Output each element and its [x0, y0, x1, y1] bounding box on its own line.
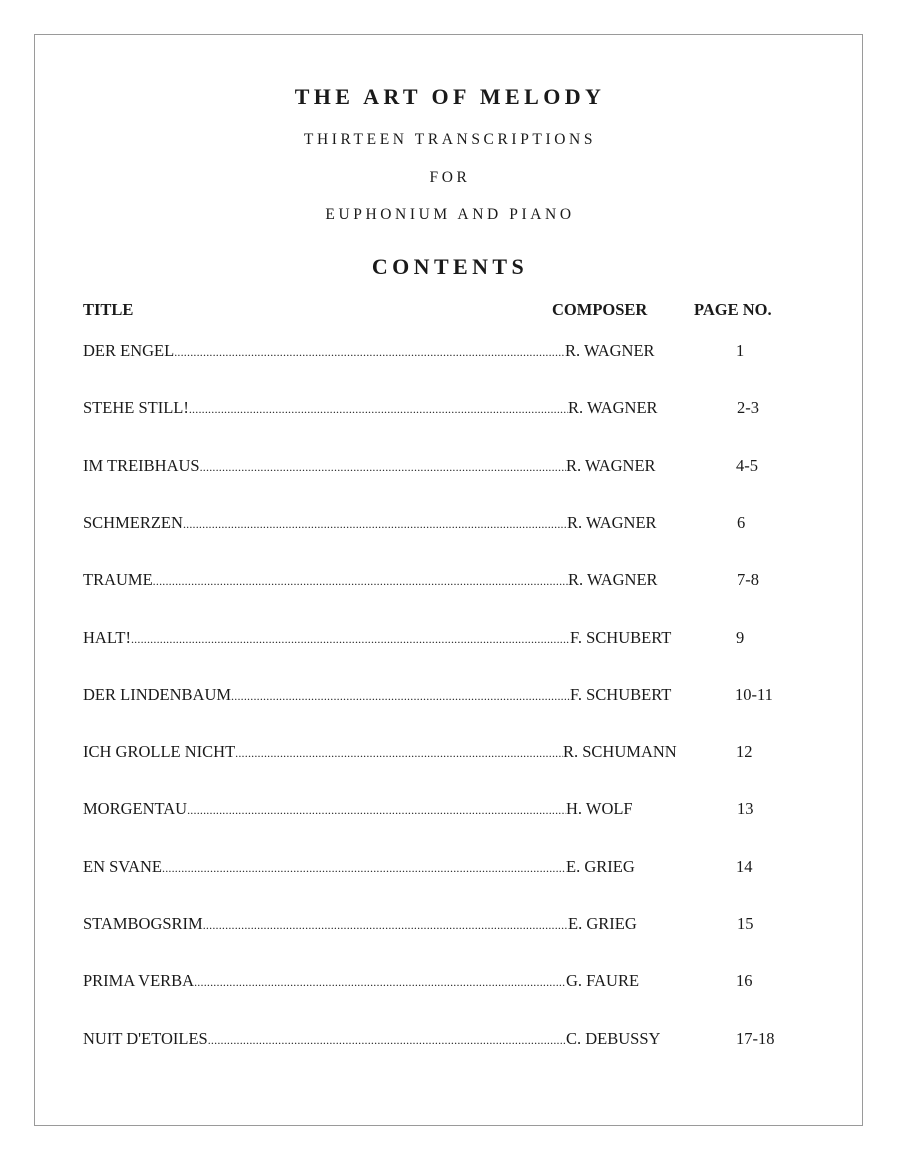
entry-composer: C. DEBUSSY — [566, 1028, 661, 1048]
contents-entry — [83, 971, 883, 993]
contents-entry — [83, 341, 883, 363]
entry-page: 12 — [736, 742, 753, 762]
instrumentation: EUPHONIUM AND PIANO — [325, 206, 575, 223]
contents-entry — [83, 857, 883, 879]
entry-title: SCHMERZEN ..... — [83, 513, 567, 533]
entry-composer: E. GRIEG — [568, 914, 637, 933]
entry-composer: R. WAGNER — [568, 398, 658, 418]
contents-entry — [83, 628, 883, 650]
contents-entry — [83, 398, 883, 420]
contents-entry — [83, 742, 883, 764]
entry-page: 2-3 — [737, 398, 759, 418]
entry-page: 7-8 — [737, 570, 759, 590]
entry-title: HALT! ..... — [83, 628, 570, 648]
contents-entry — [83, 570, 883, 592]
entry-title: TRAUME ..... — [83, 570, 568, 590]
entry-composer: R. WAGNER — [567, 512, 657, 532]
entry-composer: F. SCHUBERT — [570, 684, 672, 704]
entry-title: MORGENTAU ..... — [83, 799, 566, 819]
entry-title: DER LINDENBAUM ..... — [83, 685, 570, 705]
column-header-page: PAGE NO. — [694, 300, 772, 319]
entry-page: 17-18 — [736, 1028, 775, 1048]
entry-title: NUIT D'ETOILES ..... — [83, 1029, 566, 1049]
entry-title: DER ENGEL ..... — [83, 341, 565, 361]
entry-page: 13 — [737, 799, 754, 819]
entry-page: 4-5 — [736, 455, 758, 475]
entry-composer: R. SCHUMANN — [563, 742, 677, 762]
entry-page: 15 — [737, 914, 754, 933]
entry-composer: G. FAURE — [566, 971, 640, 991]
contents-entry — [83, 799, 883, 821]
entry-title: STAMBOGSRIM ..... — [83, 914, 568, 934]
contents-entry — [83, 914, 883, 936]
contents-entry — [83, 685, 883, 707]
contents-entry — [83, 1029, 883, 1051]
entry-page: 6 — [737, 512, 746, 532]
document-title: THE ART OF MELODY — [294, 84, 606, 109]
entry-page: 9 — [736, 627, 745, 647]
entry-page: 14 — [736, 856, 753, 876]
contents-heading: CONTENTS — [371, 254, 529, 279]
entry-composer: R. WAGNER — [566, 455, 656, 475]
entry-title: PRIMA VERBA ..... — [83, 971, 566, 991]
entry-title: ICH GROLLE NICHT ..... — [83, 742, 563, 762]
contents-entry — [83, 456, 883, 478]
entry-composer: R. WAGNER — [568, 570, 658, 590]
document-subtitle: THIRTEEN TRANSCRIPTIONS — [303, 131, 597, 148]
entry-composer: H. WOLF — [566, 799, 633, 819]
entry-composer: F. SCHUBERT — [570, 627, 672, 647]
entry-page: 1 — [736, 341, 745, 360]
entry-composer: E. GRIEG — [566, 856, 635, 876]
entry-page: 16 — [736, 971, 753, 991]
entry-title: IM TREIBHAUS ..... — [83, 456, 566, 476]
entry-composer: R. WAGNER — [565, 341, 655, 360]
entry-title: EN SVANE ..... — [83, 857, 566, 877]
contents-entry — [83, 513, 883, 535]
entry-page: 10-11 — [735, 684, 773, 704]
column-header-title: TITLE — [83, 300, 134, 319]
column-header-composer: COMPOSER — [552, 300, 648, 319]
entry-title: STEHE STILL! ..... — [83, 398, 568, 418]
for-line: FOR — [429, 169, 471, 186]
